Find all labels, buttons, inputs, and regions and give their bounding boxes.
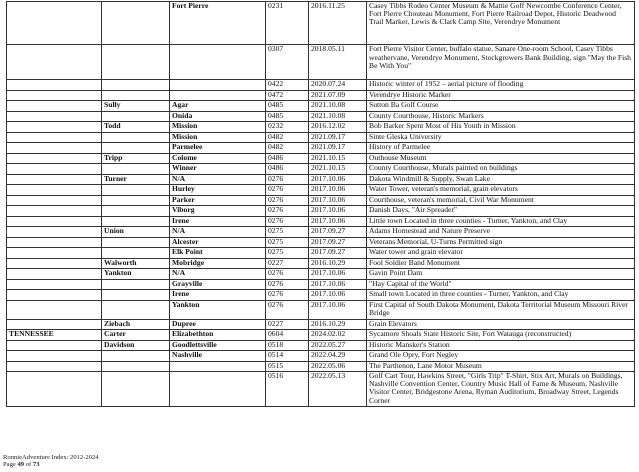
description-cell: Water Tower, veteran's memorial, grain elevators: [367, 185, 635, 196]
city-cell: Elk Point: [170, 248, 266, 259]
table-row: [7, 195, 635, 206]
state-cell: [7, 319, 102, 330]
entry-code-cell: 0276: [266, 269, 309, 280]
description-cell: History of Parmelee: [367, 143, 635, 154]
city-cell: Grayville: [170, 279, 266, 290]
city-cell: Mission: [170, 132, 266, 143]
description-cell: Water tower and grain elevator: [367, 248, 635, 259]
state-cell: [7, 2, 102, 45]
state-cell: [7, 237, 102, 248]
county-cell: [102, 164, 170, 175]
entry-code-cell: 0275: [266, 227, 309, 238]
county-cell: Carter: [102, 330, 170, 341]
entry-code-cell: 0276: [266, 300, 309, 319]
city-cell: [170, 90, 266, 101]
entry-date-cell: 2024.02.02: [309, 330, 367, 341]
state-cell: [7, 45, 102, 80]
table-row: [7, 340, 635, 351]
county-cell: [102, 80, 170, 91]
entry-date-cell: 2016.12.02: [309, 122, 367, 133]
city-cell: Hurley: [170, 185, 266, 196]
state-cell: [7, 279, 102, 290]
state-cell: [7, 143, 102, 154]
description-cell: Danish Days, "Air Spreader": [367, 206, 635, 217]
city-cell: Mission: [170, 122, 266, 133]
county-cell: [102, 351, 170, 362]
description-cell: "Hay Capital of the World": [367, 279, 635, 290]
city-cell: Colome: [170, 153, 266, 164]
entry-date-cell: 2017.10.06: [309, 206, 367, 217]
entry-date-cell: 2017.10.06: [309, 290, 367, 301]
table-row: [7, 330, 635, 341]
table-row: [7, 164, 635, 175]
entry-date-cell: 2017.09.27: [309, 248, 367, 259]
table-row: [7, 45, 635, 80]
entry-date-cell: 2016.11.25: [309, 2, 367, 45]
state-cell: [7, 206, 102, 217]
table-row: [7, 216, 635, 227]
state-cell: [7, 372, 102, 407]
city-cell: Dupree: [170, 319, 266, 330]
county-cell: [102, 216, 170, 227]
entry-code-cell: 0232: [266, 122, 309, 133]
county-cell: [102, 361, 170, 372]
description-cell: Outhouse Museum: [367, 153, 635, 164]
entry-code-cell: 0604: [266, 330, 309, 341]
page-number-line: [3, 461, 99, 468]
entry-date-cell: 2022.05.06: [309, 361, 367, 372]
table-row: [7, 290, 635, 301]
entry-code-cell: 0516: [266, 372, 309, 407]
entry-code-cell: 0231: [266, 2, 309, 45]
city-cell: Mobridge: [170, 258, 266, 269]
table-row: [7, 351, 635, 362]
city-cell: Irene: [170, 290, 266, 301]
entry-code-cell: 0276: [266, 216, 309, 227]
state-cell: [7, 227, 102, 238]
state-cell: [7, 122, 102, 133]
county-cell: [102, 237, 170, 248]
state-cell: [7, 248, 102, 259]
county-cell: Walworth: [102, 258, 170, 269]
entry-code-cell: 0485: [266, 101, 309, 112]
county-cell: Ziebach: [102, 319, 170, 330]
county-cell: Turner: [102, 174, 170, 185]
state-cell: [7, 153, 102, 164]
description-cell: Small town Located in three counties - Turner, Yankton, and Clay: [367, 290, 635, 301]
table-row: [7, 2, 635, 45]
entry-date-cell: 2022.05.27: [309, 340, 367, 351]
table-row: [7, 132, 635, 143]
county-cell: [102, 300, 170, 319]
description-cell: Courthouse, veteran's memorial, Civil War Monument: [367, 195, 635, 206]
description-cell: First Capital of South Dakota Monument, Dakota Territorial Museum Missouri River Bridge: [367, 300, 635, 319]
state-cell: [7, 174, 102, 185]
description-cell: County Courthouse, Murals painted on buildings: [367, 164, 635, 175]
table-row: [7, 111, 635, 122]
table-row: [7, 372, 635, 407]
city-cell: Parmelee: [170, 143, 266, 154]
city-cell: N/A: [170, 227, 266, 238]
description-cell: Historic Mansker's Station: [367, 340, 635, 351]
table-row: [7, 361, 635, 372]
description-cell: Fool Soldier Band Monument: [367, 258, 635, 269]
entry-date-cell: 2017.10.06: [309, 195, 367, 206]
index-sheet: [6, 1, 634, 407]
county-cell: [102, 206, 170, 217]
city-cell: Parker: [170, 195, 266, 206]
entry-code-cell: 0518: [266, 340, 309, 351]
entry-code-cell: 0276: [266, 206, 309, 217]
table-row: [7, 143, 635, 154]
city-cell: Irene: [170, 216, 266, 227]
city-cell: Elizabethton: [170, 330, 266, 341]
table-row: [7, 174, 635, 185]
entry-code-cell: 0275: [266, 248, 309, 259]
state-cell: [7, 269, 102, 280]
description-cell: Fort Pierre Visitor Center, buffalo statue, Sanare One-room School, Casey Tibbs weathervane, Verendrye Monument, Stockgrowers Bank Building, sign "May the Fish Be With You": [367, 45, 635, 80]
table-row: [7, 122, 635, 133]
county-cell: [102, 90, 170, 101]
county-cell: [102, 143, 170, 154]
table-row: [7, 90, 635, 101]
page-of: of: [25, 461, 32, 468]
index-rows: [7, 2, 635, 407]
page-footer: [3, 454, 99, 468]
page-total: 73: [32, 461, 40, 468]
state-cell: [7, 258, 102, 269]
state-cell: [7, 80, 102, 91]
state-cell: [7, 101, 102, 112]
entry-date-cell: 2016.10.29: [309, 258, 367, 269]
description-cell: Bob Barker Spent Most of His Youth in Mission: [367, 122, 635, 133]
entry-date-cell: 2017.10.06: [309, 174, 367, 185]
city-cell: Nashville: [170, 351, 266, 362]
entry-date-cell: 2021.07.09: [309, 90, 367, 101]
description-cell: Little town Located in three counties - Turner, Yankton, and Clay: [367, 216, 635, 227]
city-cell: [170, 361, 266, 372]
entry-date-cell: 2021.10.08: [309, 111, 367, 122]
table-row: [7, 80, 635, 91]
county-cell: [102, 45, 170, 80]
entry-date-cell: 2021.09.17: [309, 143, 367, 154]
county-cell: [102, 195, 170, 206]
entry-date-cell: 2017.09.27: [309, 227, 367, 238]
entry-code-cell: 0227: [266, 258, 309, 269]
state-cell: [7, 300, 102, 319]
table-row: [7, 185, 635, 196]
entry-date-cell: 2021.10.15: [309, 164, 367, 175]
table-row: [7, 269, 635, 280]
county-cell: Sully: [102, 101, 170, 112]
city-cell: Goodlettsville: [170, 340, 266, 351]
table-row: [7, 319, 635, 330]
state-cell: TENNESSEE: [7, 330, 102, 341]
county-cell: Davidson: [102, 340, 170, 351]
county-cell: Union: [102, 227, 170, 238]
entry-date-cell: 2017.10.06: [309, 279, 367, 290]
table-row: [7, 258, 635, 269]
entry-code-cell: 0482: [266, 143, 309, 154]
entry-date-cell: 2017.10.06: [309, 300, 367, 319]
entry-date-cell: 2017.10.06: [309, 216, 367, 227]
entry-date-cell: 2022.04.29: [309, 351, 367, 362]
city-cell: Yankton: [170, 300, 266, 319]
state-cell: [7, 111, 102, 122]
city-cell: N/A: [170, 269, 266, 280]
description-cell: Sinte Gleska University: [367, 132, 635, 143]
state-cell: [7, 361, 102, 372]
county-cell: [102, 248, 170, 259]
description-cell: Dakota Windmill & Supply, Swan Lake: [367, 174, 635, 185]
county-cell: [102, 185, 170, 196]
city-cell: Onida: [170, 111, 266, 122]
entry-date-cell: 2018.05.11: [309, 45, 367, 80]
table-row: [7, 300, 635, 319]
table-row: [7, 248, 635, 259]
index-table: [6, 1, 635, 407]
entry-code-cell: 0422: [266, 80, 309, 91]
entry-code-cell: 0485: [266, 111, 309, 122]
city-cell: Agar: [170, 101, 266, 112]
entry-code-cell: 0486: [266, 153, 309, 164]
state-cell: [7, 185, 102, 196]
state-cell: [7, 195, 102, 206]
entry-code-cell: 0276: [266, 185, 309, 196]
table-row: [7, 206, 635, 217]
entry-code-cell: 0482: [266, 132, 309, 143]
county-cell: [102, 111, 170, 122]
county-cell: [102, 279, 170, 290]
description-cell: The Parthenon, Lane Motor Museum: [367, 361, 635, 372]
table-row: [7, 279, 635, 290]
entry-code-cell: 0276: [266, 195, 309, 206]
table-row: [7, 227, 635, 238]
page-number: 49: [17, 461, 25, 468]
entry-date-cell: 2017.10.06: [309, 185, 367, 196]
description-cell: Verendrye Historic Marker: [367, 90, 635, 101]
city-cell: Viborg: [170, 206, 266, 217]
city-cell: [170, 45, 266, 80]
description-cell: Grain Elevators: [367, 319, 635, 330]
state-cell: [7, 290, 102, 301]
entry-date-cell: 2021.10.08: [309, 101, 367, 112]
entry-code-cell: 0227: [266, 319, 309, 330]
city-cell: [170, 80, 266, 91]
description-cell: Adams Homestead and Nature Preserve: [367, 227, 635, 238]
description-cell: Casey Tibbs Rodeo Center Museum & Mattie Goff Newcombe Conference Center, Fort Pierre Chouteau Monument, Fort Pierre Railroad Depot, Historic Deadwood Trail Marker, Lewis & Clark Camp Site, Verendrye Monument: [367, 2, 635, 45]
city-cell: [170, 372, 266, 407]
county-cell: [102, 372, 170, 407]
state-cell: [7, 164, 102, 175]
entry-date-cell: 2020.07.24: [309, 80, 367, 91]
description-cell: Sycamore Shoals State Historic Site, Fort Watauga (reconstructed): [367, 330, 635, 341]
city-cell: Fort Pierre: [170, 2, 266, 45]
description-cell: Historic winter of 1952 – aerial picture of flooding: [367, 80, 635, 91]
entry-date-cell: 2017.09.27: [309, 237, 367, 248]
description-cell: Sutton Ba Golf Course: [367, 101, 635, 112]
page-label: Page: [3, 461, 16, 468]
entry-date-cell: 2021.10.15: [309, 153, 367, 164]
entry-date-cell: 2021.09.17: [309, 132, 367, 143]
entry-code-cell: 0276: [266, 279, 309, 290]
description-cell: Gavin Point Dam: [367, 269, 635, 280]
state-cell: [7, 351, 102, 362]
table-row: [7, 153, 635, 164]
state-cell: [7, 340, 102, 351]
entry-date-cell: 2016.10.29: [309, 319, 367, 330]
table-row: [7, 237, 635, 248]
county-cell: Yankton: [102, 269, 170, 280]
county-cell: Tripp: [102, 153, 170, 164]
county-cell: Todd: [102, 122, 170, 133]
entry-code-cell: 0276: [266, 290, 309, 301]
state-cell: [7, 216, 102, 227]
table-row: [7, 101, 635, 112]
description-cell: Grand Ole Opry, Fort Negley: [367, 351, 635, 362]
county-cell: [102, 290, 170, 301]
entry-code-cell: 0515: [266, 361, 309, 372]
state-cell: [7, 132, 102, 143]
entry-date-cell: 2022.05.13: [309, 372, 367, 407]
index-title: RonnieAdventure Index: 2012-2024: [3, 454, 99, 461]
entry-code-cell: 0472: [266, 90, 309, 101]
entry-code-cell: 0276: [266, 174, 309, 185]
description-cell: Veterans Memorial, U-Turns Permitted sign: [367, 237, 635, 248]
city-cell: Winner: [170, 164, 266, 175]
county-cell: [102, 132, 170, 143]
entry-code-cell: 0486: [266, 164, 309, 175]
state-cell: [7, 90, 102, 101]
entry-code-cell: 0514: [266, 351, 309, 362]
entry-date-cell: 2017.10.06: [309, 269, 367, 280]
description-cell: County Courthouse, Historic Markers: [367, 111, 635, 122]
city-cell: Alcester: [170, 237, 266, 248]
city-cell: N/A: [170, 174, 266, 185]
entry-code-cell: 0275: [266, 237, 309, 248]
description-cell: Golf Cart Tour, Hawkins Street, "Girls Trip" T-Shirt, Stix Art, Murals on Buildings, Nashville Convention Center, Country Music Hall of Fame & Museum, Nashville Visitor Center, Bridgestone Arena, Ryman Auditorium, Broadway Street, Legends Corner: [367, 372, 635, 407]
county-cell: [102, 2, 170, 45]
entry-code-cell: 0307: [266, 45, 309, 80]
